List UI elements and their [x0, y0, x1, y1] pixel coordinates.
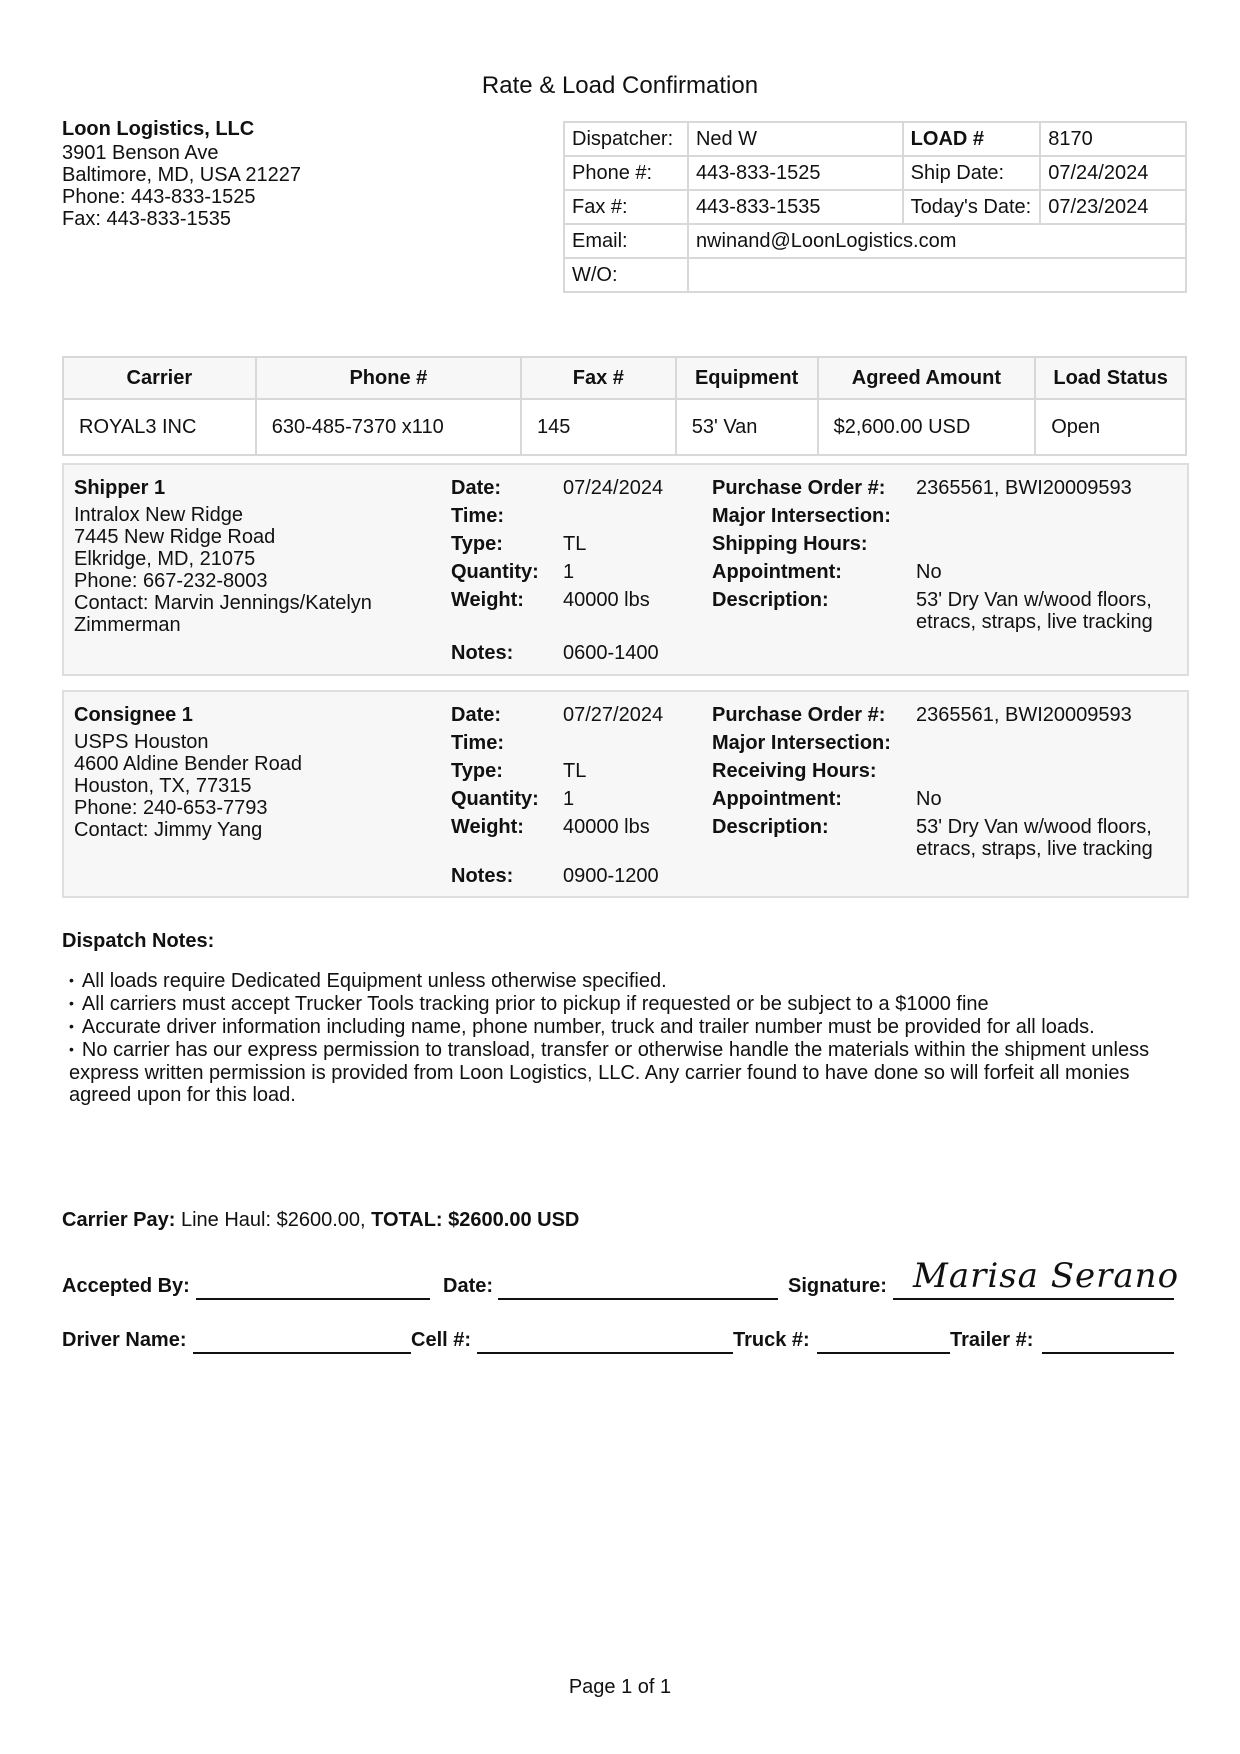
- consignee-appointment: No: [916, 788, 942, 810]
- driver-name-field[interactable]: [193, 1328, 411, 1354]
- phone-label: Phone #:: [564, 156, 688, 190]
- consignee-street: 4600 Aldine Bender Road: [74, 753, 302, 775]
- company-address-line2: Baltimore, MD, USA 21227: [62, 164, 301, 186]
- company-address-line1: 3901 Benson Ave: [62, 142, 219, 164]
- shipper-weight-label: Weight:: [451, 589, 524, 611]
- carrier-phone: 630-485-7370 x110: [256, 399, 521, 455]
- shipper-city: Elkridge, MD, 21075: [74, 548, 256, 570]
- carrier-header: Carrier: [63, 357, 256, 399]
- consignee-date: 07/27/2024: [563, 704, 664, 726]
- consignee-time-label: Time:: [451, 732, 504, 754]
- pay-total: TOTAL: $2600.00 USD: [371, 1209, 580, 1231]
- email-label: Email:: [564, 224, 688, 258]
- shipper-quantity-label: Quantity:: [451, 561, 539, 583]
- shipper-date: 07/24/2024: [563, 477, 664, 499]
- load-number-value: 8170: [1040, 122, 1186, 156]
- wo-value: [688, 258, 1186, 292]
- list-item: • Accurate driver information including name, phone number, truck and trailer number must be provided for all loads.: [69, 1016, 1159, 1039]
- shipper-appointment: No: [916, 561, 942, 583]
- consignee-weight-label: Weight:: [451, 816, 524, 838]
- consignee-date-label: Date:: [451, 704, 502, 726]
- consignee-type: TL: [563, 760, 587, 782]
- shipper-description: 53' Dry Van w/wood floors, etracs, straps, live tracking: [916, 589, 1153, 633]
- shipper-notes: 0600-1400: [563, 642, 659, 664]
- consignee-description: 53' Dry Van w/wood floors, etracs, straps, live tracking: [916, 816, 1153, 860]
- list-item: • All loads require Dedicated Equipment unless otherwise specified.: [69, 970, 1159, 993]
- accept-date-field[interactable]: [498, 1274, 778, 1300]
- company-block: [62, 118, 301, 230]
- email-value: nwinand@LoonLogistics.com: [688, 224, 1186, 258]
- shipper-po-label: Purchase Order #:: [712, 477, 886, 499]
- carrier-name: ROYAL3 INC: [63, 399, 256, 455]
- line-haul: Line Haul: $2600.00,: [180, 1209, 366, 1231]
- dispatch-notes-list: [69, 970, 1159, 1106]
- shipper-appointment-label: Appointment:: [712, 561, 842, 583]
- consignee-section: [62, 690, 1189, 898]
- carrier-fax: 145: [521, 399, 676, 455]
- cell-label: Cell #:: [411, 1329, 472, 1351]
- todays-date-value: 07/23/2024: [1040, 190, 1186, 224]
- consignee-type-label: Type:: [451, 760, 503, 782]
- consignee-name: USPS Houston: [74, 731, 209, 753]
- consignee-notes-label: Notes:: [451, 865, 514, 887]
- consignee-description-label: Description:: [712, 816, 829, 838]
- carrier-fax-header: Fax #: [521, 357, 676, 399]
- fax-label: Fax #:: [564, 190, 688, 224]
- shipper-contact: Contact: Marvin Jennings/Katelyn Zimmerman: [74, 592, 372, 636]
- shipper-type: TL: [563, 533, 587, 555]
- dispatcher-label: Dispatcher:: [564, 122, 688, 156]
- company-name: Loon Logistics, LLC: [62, 118, 255, 140]
- consignee-quantity: 1: [563, 788, 575, 810]
- consignee-po: 2365561, BWI20009593: [916, 704, 1132, 726]
- page-title: Rate & Load Confirmation: [481, 72, 759, 99]
- trailer-field[interactable]: [1042, 1328, 1174, 1354]
- shipper-po: 2365561, BWI20009593: [916, 477, 1132, 499]
- table-row: [63, 399, 1186, 455]
- consignee-contact: Contact: Jimmy Yang: [74, 819, 263, 841]
- consignee-weight: 40000 lbs: [563, 816, 650, 838]
- list-item: • All carriers must accept Trucker Tools tracking prior to pickup if requested or be subject to a $1000 fine: [69, 993, 1159, 1016]
- consignee-po-label: Purchase Order #:: [712, 704, 886, 726]
- equipment: 53' Van: [676, 399, 818, 455]
- carrier-table: [62, 356, 1187, 456]
- company-fax: Fax: 443-833-1535: [62, 208, 232, 230]
- accepted-by-field[interactable]: [196, 1274, 430, 1300]
- shipper-notes-label: Notes:: [451, 642, 514, 664]
- shipper-name: Intralox New Ridge: [74, 504, 243, 526]
- shipper-date-label: Date:: [451, 477, 502, 499]
- consignee-city: Houston, TX, 77315: [74, 775, 252, 797]
- shipper-description-label: Description:: [712, 589, 829, 611]
- load-number-label: LOAD #: [903, 122, 1041, 156]
- dispatch-info-table: [563, 121, 1187, 293]
- accepted-by-label: Accepted By:: [62, 1275, 190, 1297]
- cell-field[interactable]: [477, 1328, 733, 1354]
- consignee-quantity-label: Quantity:: [451, 788, 539, 810]
- consignee-notes: 0900-1200: [563, 865, 659, 887]
- wo-label: W/O:: [564, 258, 688, 292]
- list-item: • No carrier has our express permission to transload, transfer or otherwise handle the materials within the shipment unless express written permission is provided from Loon Logistics, LLC. Any carrier found to have done so will forfeit all monies agreed upon for this load.: [69, 1039, 1159, 1106]
- consignee-phone: Phone: 240-653-7793: [74, 797, 268, 819]
- shipper-section: [62, 463, 1189, 676]
- carrier-pay-label: Carrier Pay:: [62, 1209, 176, 1231]
- load-status-header: Load Status: [1035, 357, 1186, 399]
- fax-value: 443-833-1535: [688, 190, 903, 224]
- todays-date-label: Today's Date:: [903, 190, 1041, 224]
- phone-value: 443-833-1525: [688, 156, 903, 190]
- shipper-type-label: Type:: [451, 533, 503, 555]
- page-number: Page 1 of 1: [568, 1676, 672, 1698]
- shipper-hours-label: Shipping Hours:: [712, 533, 868, 555]
- consignee-appointment-label: Appointment:: [712, 788, 842, 810]
- dispatcher-value: Ned W: [688, 122, 903, 156]
- shipper-phone: Phone: 667-232-8003: [74, 570, 268, 592]
- carrier-phone-header: Phone #: [256, 357, 521, 399]
- shipper-weight: 40000 lbs: [563, 589, 650, 611]
- company-phone: Phone: 443-833-1525: [62, 186, 256, 208]
- signature-label: Signature:: [788, 1275, 887, 1297]
- agreed-amount: $2,600.00 USD: [818, 399, 1036, 455]
- consignee-hours-label: Receiving Hours:: [712, 760, 877, 782]
- truck-field[interactable]: [817, 1328, 950, 1354]
- carrier-pay: [62, 1209, 579, 1232]
- load-status: Open: [1035, 399, 1186, 455]
- signature: Marisa Serano: [913, 1256, 1180, 1296]
- driver-name-label: Driver Name:: [62, 1329, 187, 1351]
- shipper-street: 7445 New Ridge Road: [74, 526, 276, 548]
- shipper-quantity: 1: [563, 561, 575, 583]
- agreed-amount-header: Agreed Amount: [818, 357, 1036, 399]
- ship-date-value: 07/24/2024: [1040, 156, 1186, 190]
- consignee-heading: Consignee 1: [74, 704, 193, 726]
- consignee-intersection-label: Major Intersection:: [712, 732, 891, 754]
- dispatch-notes-heading: Dispatch Notes:: [62, 930, 215, 952]
- shipper-heading: Shipper 1: [74, 477, 166, 499]
- accept-date-label: Date:: [443, 1275, 494, 1297]
- truck-label: Truck #:: [733, 1329, 810, 1351]
- trailer-label: Trailer #:: [950, 1329, 1034, 1351]
- ship-date-label: Ship Date:: [903, 156, 1041, 190]
- shipper-intersection-label: Major Intersection:: [712, 505, 891, 527]
- equipment-header: Equipment: [676, 357, 818, 399]
- shipper-time-label: Time:: [451, 505, 504, 527]
